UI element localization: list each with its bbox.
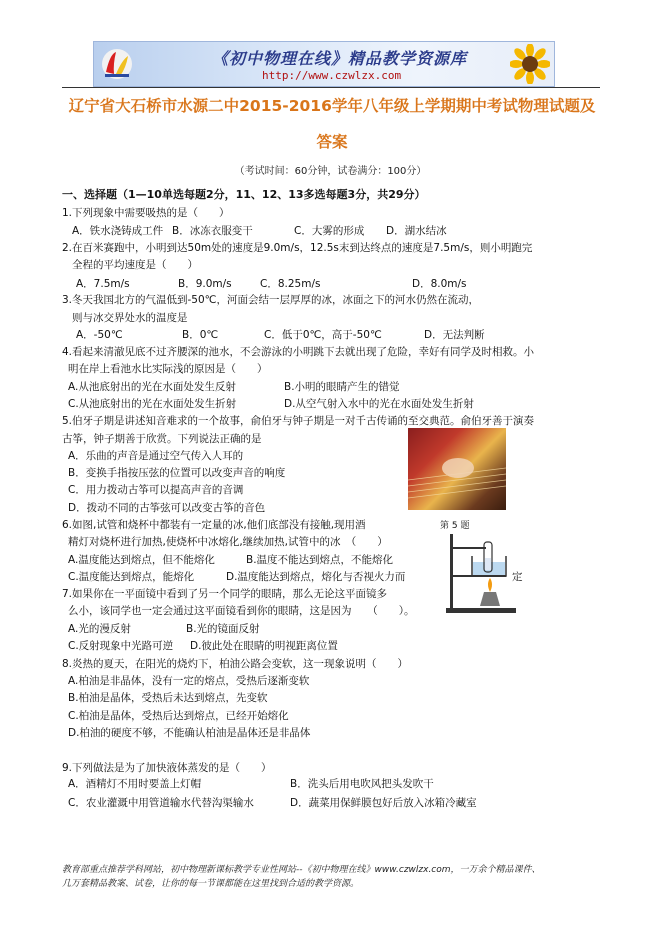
question-6-stem-line2: 精灯对烧杯进行加热,使烧杯中冰熔化,继续加热,试管中的冰 （ ）	[68, 536, 388, 548]
question-6-option-d: D.温度能达到熔点，熔化与否视火力而	[226, 571, 406, 583]
banner-title: 《初中物理在线》精品教学资源库	[212, 49, 468, 68]
section-header: 一、选择题（1—10单选每题2分，11、12、13多选每题3分，共29分）	[62, 188, 426, 201]
guzheng-photo	[408, 428, 506, 510]
document-title-line2: 答案	[316, 133, 348, 151]
question-4-option-c: C.从池底射出的光在水面处发生折射	[68, 398, 237, 410]
question-1-option-a: A．铁水浇铸成工件	[72, 225, 164, 237]
question-3-option-c: C．低于0℃，高于-50℃	[264, 329, 382, 341]
question-8-option-d: D.柏油的硬度不够，不能确认柏油是晶体还是非晶体	[68, 727, 311, 739]
question-9-option-d: D．蔬菜用保鲜膜包好后放入冰箱冷藏室	[290, 797, 477, 809]
header-banner	[93, 41, 555, 87]
question-4-stem-line1: 4.看起来清澈见底不过齐腰深的池水，不会游泳的小明跳下去就出现了危险，幸好有同学及时相救。小	[62, 346, 535, 358]
question-5-option-a: A．乐曲的声音是通过空气传入人耳的	[68, 450, 244, 462]
exam-info: （考试时间：60分钟，试卷满分：100分）	[234, 166, 427, 177]
heating-apparatus-icon	[436, 520, 528, 618]
question-7-option-b: B.光的镜面反射	[186, 623, 260, 635]
question-9-option-c: C．农业灌溉中用管道输水代替沟渠输水	[68, 797, 254, 809]
question-7-stem-line1: 7.如果你在一平面镜中看到了另一个同学的眼睛，那么无论这平面镜多	[62, 588, 388, 600]
question-1-option-b: B．冰冻衣服变干	[172, 225, 253, 237]
footer-line1: 教育部重点推荐学科网站，初中物理新课标教学专业性网站--《初中物理在线》www.czwlzx.com，一万余个精品课件、	[62, 865, 541, 875]
question-5-stem-line1: 5.伯牙子期是讲述知音难求的一个故事，俞伯牙与钟子期是一对千古传诵的至交典范。俞伯牙善于演奏	[62, 415, 535, 427]
question-7-option-a: A.光的漫反射	[68, 623, 131, 635]
question-7-stem-line2: 么小，该同学也一定会通过这平面镜看到你的眼睛，这是因为 （ ）。	[68, 605, 415, 617]
question-5-stem-line2: 古筝，钟子期善于欣赏。下列说法正确的是	[62, 433, 262, 445]
guzheng-strings-icon	[408, 428, 506, 510]
site-logo-icon	[100, 46, 134, 82]
question-8-option-c: C.柏油是晶体，受热后达到熔点，已经开始熔化	[68, 710, 289, 722]
question-3-stem-line2: 则与冰交界处水的温度是	[72, 312, 188, 324]
question-3-option-b: B．0℃	[182, 329, 219, 341]
question-3-option-a: A．-50℃	[76, 329, 123, 341]
question-4-option-d: D.从空气射入水中的光在水面处发生折射	[284, 398, 474, 410]
banner-url: http://www.czwlzx.com	[262, 69, 402, 82]
footer-line2: 几万套精品教案、试卷，让你的每一节课都能在这里找到合适的教学资源。	[62, 879, 360, 889]
question-4-option-b: B.小明的眼睛产生的错觉	[284, 381, 400, 393]
question-9-stem: 9.下列做法是为了加快液体蒸发的是（ ）	[62, 762, 272, 774]
question-2-option-b: B．9.0m/s	[178, 278, 232, 290]
question-5-option-d: D．拨动不同的古筝弦可以改变古筝的音色	[68, 502, 266, 514]
question-7-option-d: D.彼此处在眼睛的明视距离位置	[190, 640, 338, 652]
question-7-option-c: C.反射现象中光路可逆	[68, 640, 174, 652]
figure-label: 第 5 题	[440, 521, 470, 531]
question-1-option-c: C．大雾的形成	[294, 225, 365, 237]
question-1-stem: 1.下列现象中需要吸热的是（ ）	[62, 207, 230, 219]
question-2-option-d: D．8.0m/s	[412, 278, 467, 290]
question-8-stem: 8.炎热的夏天，在阳光的烧灼下，柏油公路会变软，这一现象说明（ ）	[62, 658, 409, 670]
question-6-stem-line1: 6.如图,试管和烧杯中都装有一定量的冰,他们底部没有接触,现用酒	[62, 519, 366, 531]
question-8-option-a: A.柏油是非晶体，没有一定的熔点，受热后逐渐变软	[68, 675, 310, 687]
header-divider	[62, 87, 600, 88]
question-3-option-d: D．无法判断	[424, 329, 485, 341]
document-title-line1: 辽宁省大石桥市水源二中2015-2016学年八年级上学期期中考试物理试题及	[68, 97, 596, 115]
question-6-option-c: C.温度能达到熔点，能熔化	[68, 571, 195, 583]
question-6-option-a: A.温度能达到熔点，但不能熔化	[68, 554, 215, 566]
question-2-option-a: A．7.5m/s	[76, 278, 130, 290]
question-2-stem-line2: 全程的平均速度是（ ）	[72, 259, 198, 271]
question-8-option-b: B.柏油是晶体，受热后未达到熔点，先变软	[68, 692, 268, 704]
sunflower-icon	[510, 44, 550, 84]
question-9-option-a: A．酒精灯不用时要盖上灯帽	[68, 778, 202, 790]
question-4-stem-line2: 明在岸上看池水比实际浅的原因是（ ）	[68, 363, 268, 375]
question-2-option-c: C．8.25m/s	[260, 278, 321, 290]
question-6-option-d-tail: 定	[512, 571, 523, 583]
question-5-option-b: B．变换手指按压弦的位置可以改变声音的响度	[68, 467, 286, 479]
question-6-option-b: B.温度不能达到熔点，不能熔化	[246, 554, 394, 566]
question-2-stem-line1: 2.在百米赛跑中，小明到达50m处的速度是9.0m/s，12.5s末到达终点的速度是7.5m/s，则小明跑完	[62, 242, 533, 254]
question-1-option-d: D．湖水结冰	[386, 225, 447, 237]
question-4-option-a: A.从池底射出的光在水面处发生反射	[68, 381, 236, 393]
question-5-option-c: C．用力拨动古筝可以提高声音的音调	[68, 484, 244, 496]
question-9-option-b: B．洗头后用电吹风把头发吹干	[290, 778, 434, 790]
page-footer	[62, 863, 602, 891]
question-3-stem-line1: 3.冬天我国北方的气温低到-50℃，河面会结一层厚厚的冰，冰面之下的河水仍然在流动，	[62, 294, 479, 306]
